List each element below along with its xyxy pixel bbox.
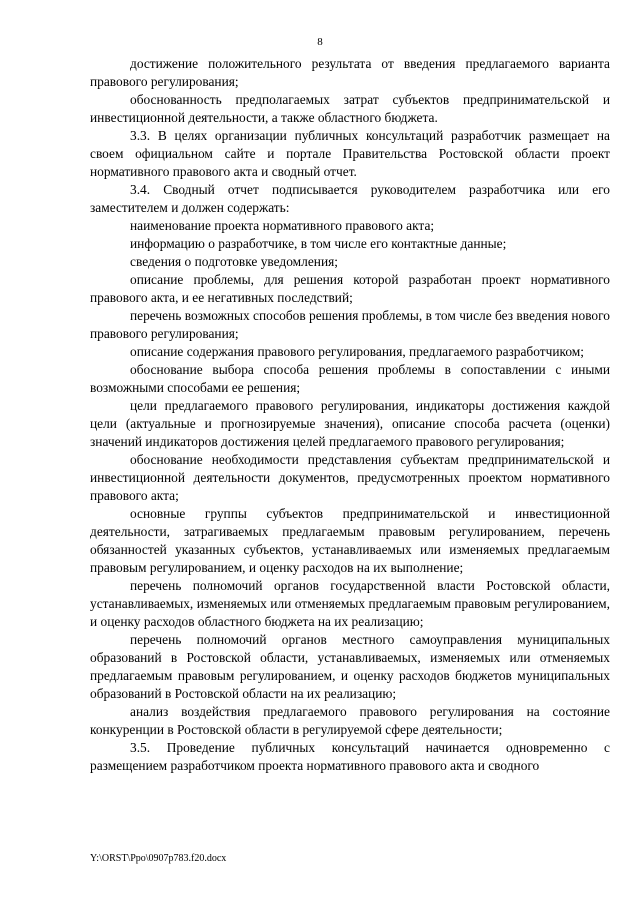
- list-item: цели предлагаемого правового регулирования, индикаторы достижения каждой цели (актуальные и прогнозируемые значения), описание способа расчета (оценки) значений индикаторов достижения целей предлагаемого правового регулирования;: [90, 398, 610, 449]
- list-item: основные группы субъектов предпринимательской и инвестиционной деятельности, затрагиваемых предлагаемым правовым регулированием, перечень обязанностей указанных субъектов, устанавливаемых или изменяемых предлагаемым правовым регулированием, и оценку расходов на их выполнение;: [90, 506, 610, 575]
- list-item: обоснование необходимости представления субъектам предпринимательской и инвестиционной деятельности документов, предусмотренных проектом нормативного правового акта;: [90, 452, 610, 503]
- page-number: 8: [317, 36, 323, 48]
- paragraph-section-3-3: 3.3. В целях организации публичных консультаций разработчик размещает на своем официальном сайте и портале Правительства Ростовской области проект нормативного правового акта и сводный отчет.: [90, 128, 610, 179]
- list-item: перечень полномочий органов местного самоуправления муниципальных образований в Ростовской области, устанавливаемых, изменяемых или отменяемых предлагаемым правовым регулированием, и оценку расходов бюджетов муниципальных образований в Ростовской области на их реализацию;: [90, 632, 610, 701]
- document-body: [90, 55, 610, 775]
- paragraph-section-3-4: 3.4. Сводный отчет подписывается руководителем разработчика или его заместителем и должен содержать:: [90, 182, 610, 215]
- list-item: обоснование выбора способа решения проблемы в сопоставлении с иными возможными способами ее решения;: [90, 362, 610, 395]
- paragraph-section-3-5: 3.5. Проведение публичных консультаций начинается одновременно с размещением разработчиком проекта нормативного правового акта и сводного: [90, 740, 610, 773]
- list-item: анализ воздействия предлагаемого правового регулирования на состояние конкуренции в Ростовской области в регулируемой сфере деятельности;: [90, 704, 610, 737]
- list-item: перечень возможных способов решения проблемы, в том числе без введения нового правового регулирования;: [90, 308, 610, 341]
- paragraph: обоснованность предполагаемых затрат субъектов предпринимательской и инвестиционной деятельности, а также областного бюджета.: [90, 92, 610, 125]
- list-item: описание содержания правового регулирования, предлагаемого разработчиком;: [130, 344, 584, 359]
- list-item: наименование проекта нормативного правового акта;: [130, 218, 435, 233]
- list-item: сведения о подготовке уведомления;: [130, 254, 338, 269]
- list-item: информацию о разработчике, в том числе его контактные данные;: [130, 236, 507, 251]
- footer-file-path: Y:\ORST\Ppo\0907p783.f20.docx: [90, 853, 227, 864]
- list-item: описание проблемы, для решения которой разработан проект нормативного правового акта, и ее негативных последствий;: [90, 272, 610, 305]
- paragraph: достижение положительного результата от введения предлагаемого варианта правового регулирования;: [90, 56, 610, 89]
- list-item: перечень полномочий органов государственной власти Ростовской области, устанавливаемых, изменяемых или отменяемых предлагаемым правовым регулированием, и оценку расходов областного бюджета на их реализацию;: [90, 578, 610, 629]
